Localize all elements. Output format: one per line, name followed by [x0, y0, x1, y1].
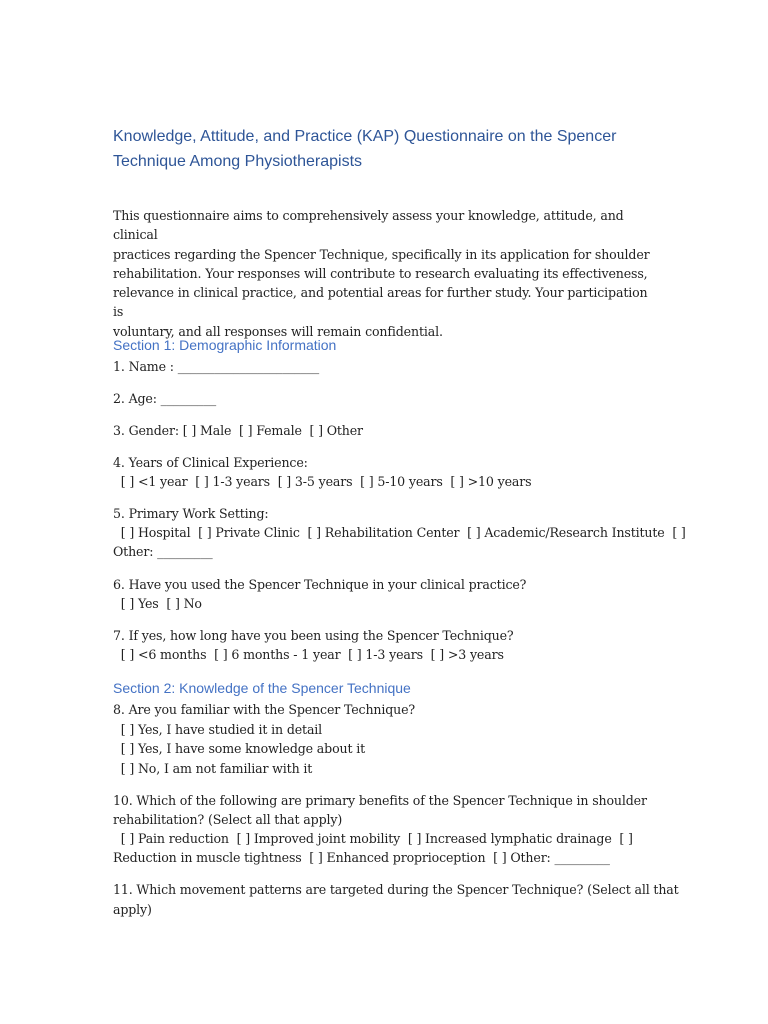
question-7-duration: 7. If yes, how long have you been using the Spencer Technique?	[113, 628, 514, 643]
question-10-options-cont: Reduction in muscle tightness [ ] Enhanced proprioception [ ] Other: _________	[113, 850, 610, 865]
intro-paragraph	[113, 206, 658, 341]
intro-line: rehabilitation. Your responses will contribute to research evaluating its effectiveness,	[113, 265, 648, 281]
intro-line: voluntary, and all responses will remain confidential.	[113, 323, 443, 339]
question-5-work-setting: 5. Primary Work Setting:	[113, 506, 269, 521]
intro-line: This questionnaire aims to comprehensively assess your knowledge, attitude, and clinical	[113, 208, 624, 243]
question-6-options: [ ] Yes [ ] No	[113, 596, 202, 611]
question-1-name: 1. Name : _______________________	[113, 359, 320, 374]
question-10-benefits: 10. Which of the following are primary benefits of the Spencer Technique in shoulder	[113, 793, 647, 808]
question-11-movement-patterns: 11. Which movement patterns are targeted during the Spencer Technique? (Select all that	[113, 882, 679, 897]
question-8-familiarity: 8. Are you familiar with the Spencer Technique?	[113, 702, 416, 717]
question-10-options: [ ] Pain reduction [ ] Improved joint mobility [ ] Increased lymphatic drainage [ ]	[113, 831, 633, 846]
question-3-gender: 3. Gender: [ ] Male [ ] Female [ ] Other	[113, 423, 363, 438]
question-10-benefits-cont: rehabilitation? (Select all that apply)	[113, 812, 343, 827]
question-2-age: 2. Age: _________	[113, 391, 216, 406]
title-line-1: Knowledge, Attitude, and Practice (KAP) Questionnaire on the Spencer	[113, 128, 617, 145]
question-4-experience: 4. Years of Clinical Experience:	[113, 455, 308, 470]
question-8-option-3: [ ] No, I am not familiar with it	[113, 761, 313, 776]
question-6-used-technique: 6. Have you used the Spencer Technique in your clinical practice?	[113, 577, 527, 592]
title-line-2: Technique Among Physiotherapists	[113, 153, 363, 170]
document-title	[113, 124, 673, 174]
question-5-options-other: Other: _________	[113, 544, 213, 559]
intro-line: relevance in clinical practice, and potential areas for further study. Your participation is	[113, 285, 648, 320]
question-7-options: [ ] <6 months [ ] 6 months - 1 year [ ] 1-3 years [ ] >3 years	[113, 647, 504, 662]
question-8-option-1: [ ] Yes, I have studied it in detail	[113, 722, 323, 737]
intro-line: practices regarding the Spencer Technique, specifically in its application for shoulder	[113, 246, 650, 262]
question-11-movement-patterns-cont: apply)	[113, 902, 152, 917]
question-8-option-2: [ ] Yes, I have some knowledge about it	[113, 741, 366, 756]
question-5-options: [ ] Hospital [ ] Private Clinic [ ] Rehabilitation Center [ ] Academic/Research Institute [ ]	[113, 525, 686, 540]
section2-heading: Section 2: Knowledge of the Spencer Technique	[113, 680, 411, 696]
question-4-options: [ ] <1 year [ ] 1-3 years [ ] 3-5 years [ ] 5-10 years [ ] >10 years	[113, 474, 532, 489]
section1-heading: Section 1: Demographic Information	[113, 337, 337, 353]
